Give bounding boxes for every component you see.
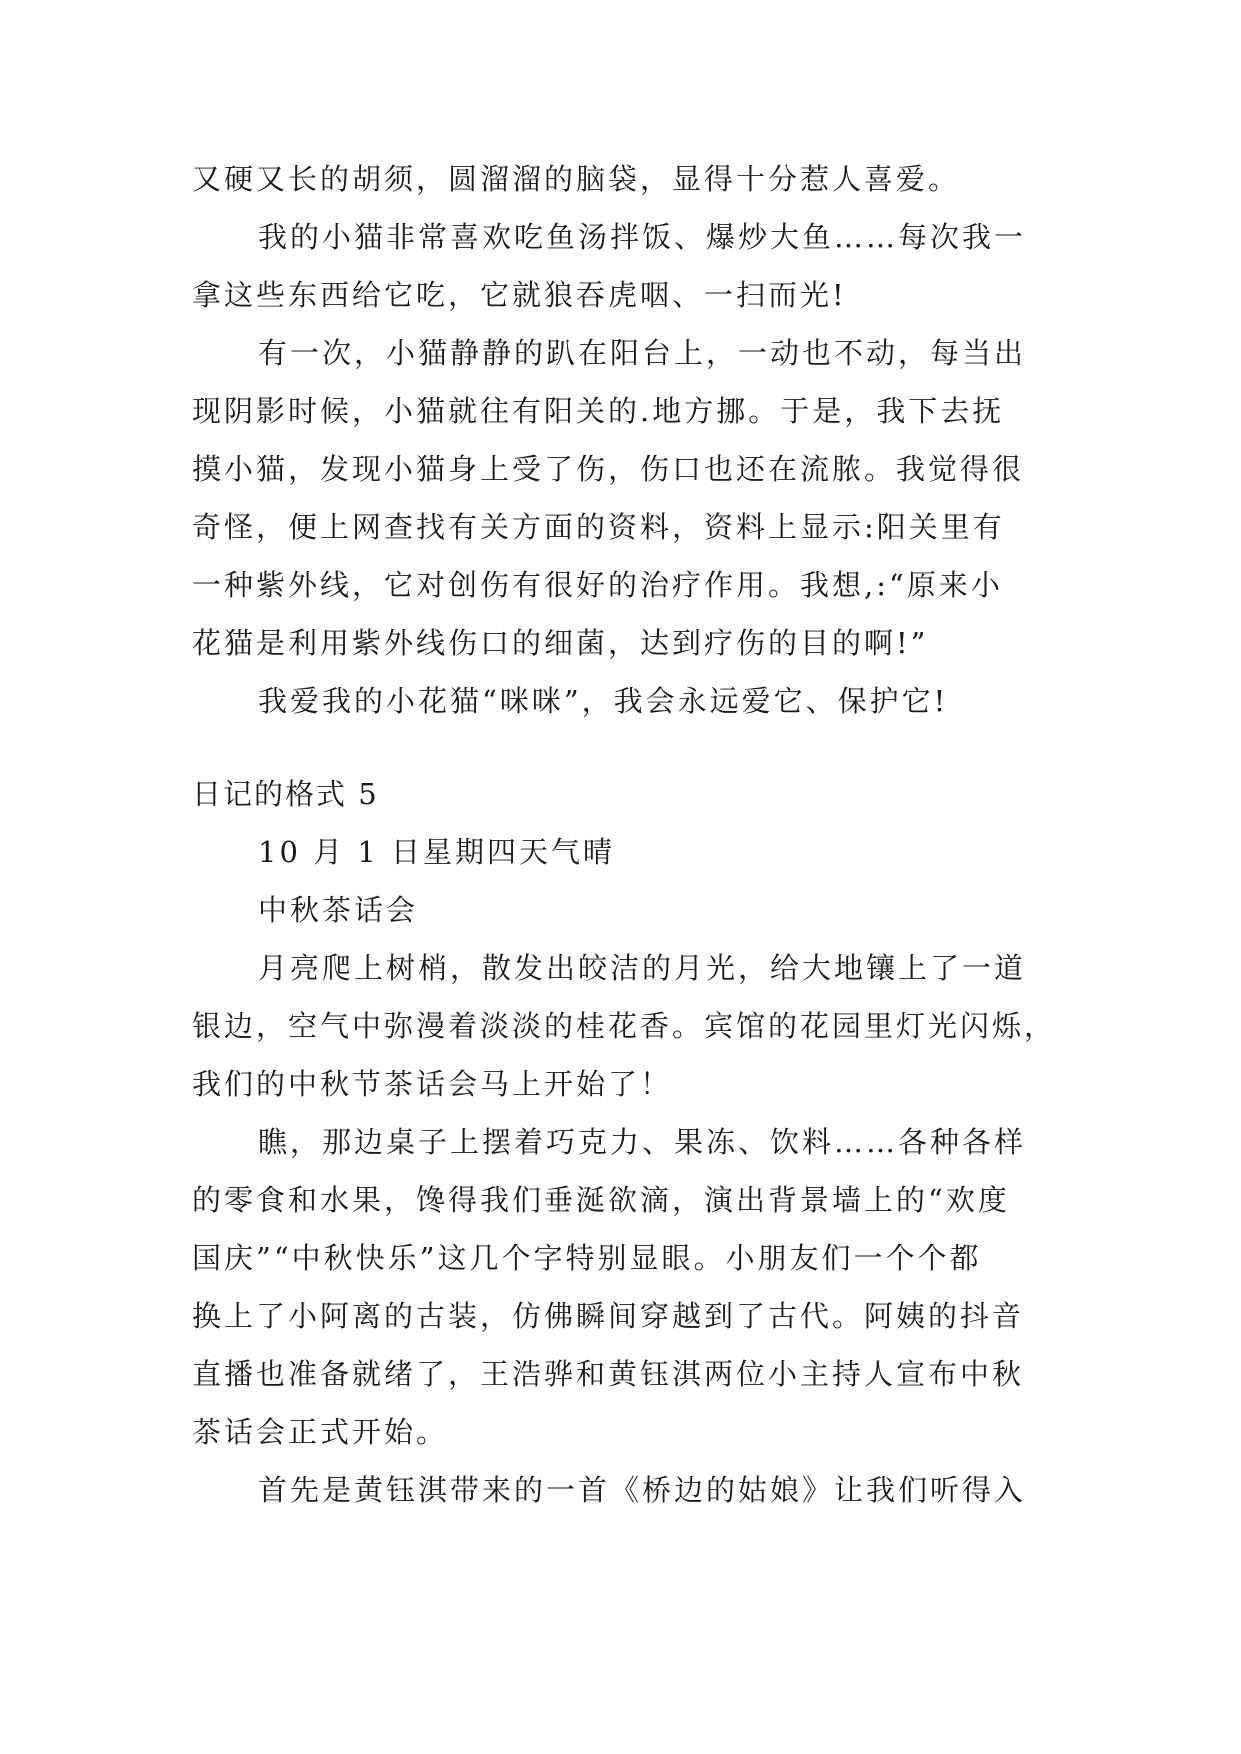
text-line: 首先是黄钰淇带来的一首《桥边的姑娘》让我们听得入 <box>258 1473 1027 1507</box>
text-line: 瞧，那边桌子上摆着巧克力、果冻、饮料……各种各样 <box>258 1125 1027 1159</box>
section-heading: 日记的格式 5 <box>192 777 379 811</box>
text-line: 现阴影时候，小猫就往有阳关的.地方挪。于是，我下去抚 <box>192 394 1005 428</box>
text-line: 我的小猫非常喜欢吃鱼汤拌饭、爆炒大鱼……每次我一 <box>258 220 1027 254</box>
text-line: 有一次，小猫静静的趴在阳台上，一动也不动，每当出 <box>258 336 1027 370</box>
diary-date-line: 10 月 1 日星期四天气晴 <box>258 835 616 869</box>
text-line: 月亮爬上树梢，散发出皎洁的月光，给大地镶上了一道 <box>258 951 1027 985</box>
text-line: 我爱我的小花猫“咪咪”，我会永远爱它、保护它! <box>258 684 949 718</box>
text-line: 一种紫外线，它对创伤有很好的治疗作用。我想,:“原来小 <box>192 568 1003 602</box>
text-line: 拿这些东西给它吃，它就狼吞虎咽、一扫而光! <box>192 278 847 312</box>
text-line: 奇怪，便上网查找有关方面的资料，资料上显示:阳关里有 <box>192 510 1005 544</box>
text-line: 茶话会正式开始。 <box>192 1415 449 1449</box>
text-line: 直播也准备就绪了，王浩骅和黄钰淇两位小主持人宣布中秋 <box>192 1357 1025 1391</box>
text-line: 摸小猫，发现小猫身上受了伤，伤口也还在流脓。我觉得很 <box>192 452 1025 486</box>
text-line: 花猫是利用紫外线伤口的细菌，达到疗伤的目的啊!” <box>192 626 929 660</box>
text-line: 银边，空气中弥漫着淡淡的桂花香。宾馆的花园里灯光闪烁， <box>192 1009 1057 1043</box>
text-line: 我们的中秋节茶话会马上开始了！ <box>192 1067 673 1101</box>
text-line: 国庆”“中秋快乐”这几个字特别显眼。小朋友们一个个都 <box>192 1241 982 1275</box>
document-page <box>192 160 1057 1529</box>
text-line: 的零食和水果，馋得我们垂涎欲滴，演出背景墙上的“欢度 <box>192 1183 1010 1217</box>
diary-title: 中秋茶话会 <box>258 893 419 927</box>
text-line: 又硬又长的胡须，圆溜溜的脑袋，显得十分惹人喜爱。 <box>192 162 961 196</box>
text-line: 换上了小阿离的古装，仿佛瞬间穿越到了古代。阿姨的抖音 <box>192 1299 1025 1333</box>
